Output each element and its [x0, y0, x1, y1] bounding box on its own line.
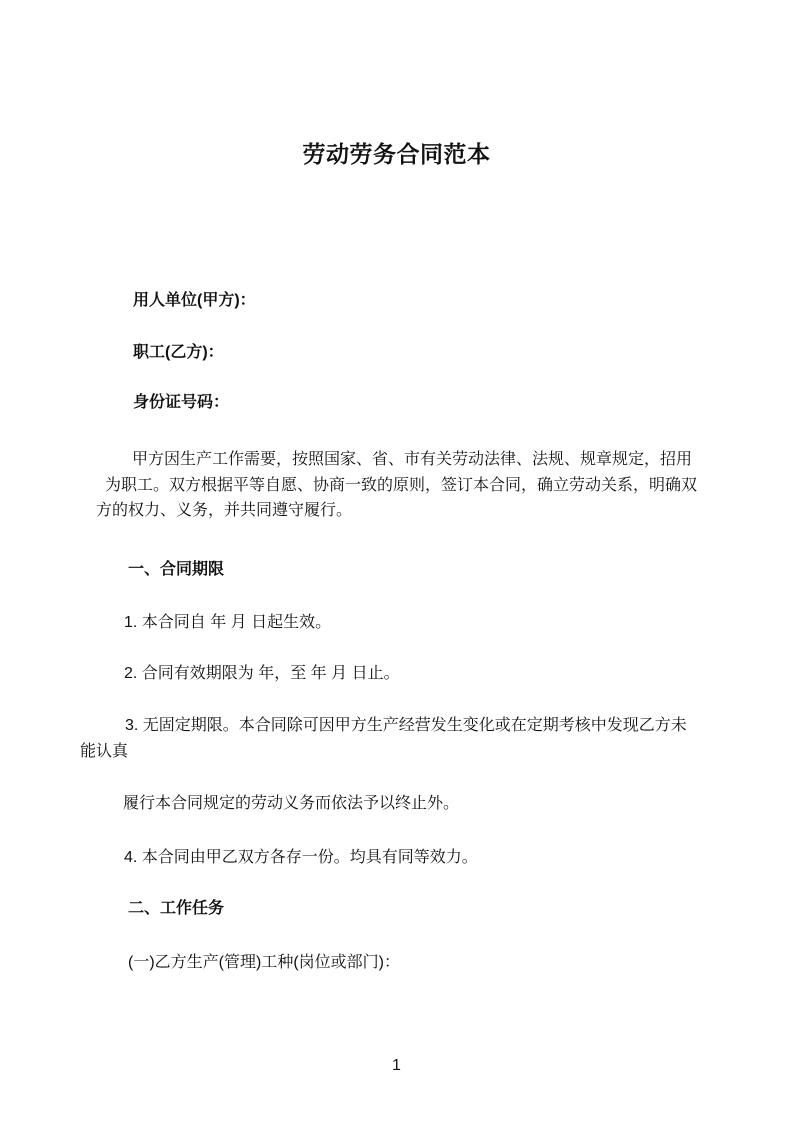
section-1-heading: 一、合同期限	[128, 561, 225, 578]
intro-paragraph-line-2: 为职工。双方根据平等自愿、协商一致的原则，签订本合同，确立劳动关系，明确双	[105, 477, 698, 494]
intro-paragraph-line-3: 方的权力、义务，并共同遵守履行。	[96, 502, 353, 519]
field-party-b-label: 职工(乙方)：	[133, 344, 224, 361]
field-id-number-label: 身份证号码：	[133, 394, 230, 411]
section-1-clause-4: 4. 本合同由甲乙双方各存一份。均具有同等效力。	[124, 849, 478, 866]
section-1-clause-3-line-1: 3. 无固定期限。本合同除可因甲方生产经营发生变化或在定期考核中发现乙方未	[125, 717, 687, 734]
section-1-clause-2: 2. 合同有效期限为 年，至 年 月 日止。	[124, 665, 400, 682]
field-party-a-label: 用人单位(甲方)：	[133, 292, 256, 309]
page-number: 1	[392, 1057, 401, 1074]
section-2-heading: 二、工作任务	[128, 900, 225, 917]
intro-paragraph-line-1: 甲方因生产工作需要，按照国家、省、市有关劳动法律、法规、规章规定，招用	[132, 451, 693, 468]
section-1-clause-3-continuation: 履行本合同规定的劳动义务而依法予以终止外。	[123, 795, 460, 812]
section-2-clause-1: (一)乙方生产(管理)工种(岗位或部门)：	[128, 954, 400, 971]
section-1-clause-1: 1. 本合同自 年 月 日起生效。	[124, 614, 332, 631]
section-1-clause-3-line-2: 能认真	[80, 743, 129, 760]
document-title: 劳动劳务合同范本	[302, 141, 491, 167]
